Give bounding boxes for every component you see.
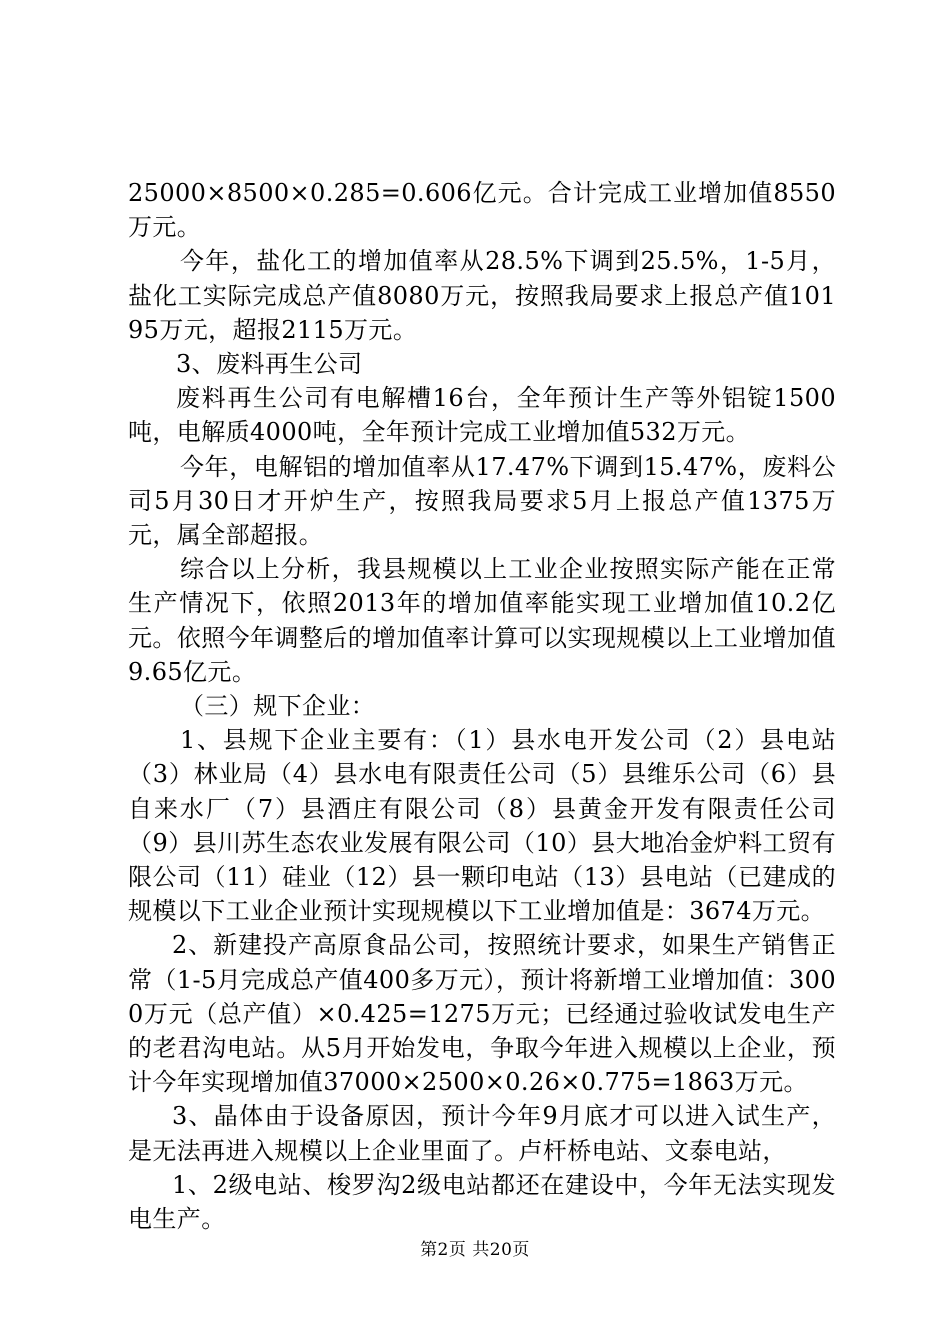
paragraph-new-food-company: 2、新建投产高原食品公司，按照统计要求，如果生产销售正常（1-5月完成总产值400多万元），预计将新增工业增加值：3000万元（总产值）×0.425=1275万元；已经通过验收试发电生产的老君沟电站。从5月开始发电，争取今年进入规模以上企业，预计今年实现增加值37000×2500×0.26×0.775=1863万元。 bbox=[128, 931, 836, 1097]
paragraph-electrolytic-aluminum: 今年，电解铝的增加值率从17.47%下调到15.47%，废料公司5月30日才开炉生产，按照我局要求5月上报总产值1375万元，属全部超报。 bbox=[128, 452, 836, 550]
paragraph-salt-chemical: 今年，盐化工的增加值率从28.5%下调到25.5%，1-5月，盐化工实际完成总产值8080万元，按照我局要求上报总产值10195万元，超报2115万元。 bbox=[128, 247, 836, 344]
paragraph-waste-recycling: 废料再生公司有电解槽16台，全年预计生产等外铝锭1500吨，电解质4000吨，全年预计完成工业增加值532万元。 bbox=[128, 384, 836, 447]
section-heading-waste-recycling: 3、废料再生公司 bbox=[176, 350, 363, 379]
paragraph-crystal-project: 3、晶体由于设备原因，预计今年9月底才可以进入试生产，是无法再进入规模以上企业里面了。卢杆桥电站、文泰电站， bbox=[128, 1102, 836, 1165]
page-number-footer: 第2页 共20页 bbox=[420, 1240, 530, 1260]
document-body bbox=[128, 176, 836, 1236]
section-heading-small-enterprises: （三）规下企业： bbox=[180, 692, 376, 721]
paragraph-summary-analysis: 综合以上分析，我县规模以上工业企业按照实际产能在正常生产情况下，依照2013年的增加值率能实现工业增加值10.2亿元。依照今年调整后的增加值率计算可以实现规模以上工业增加值9.65亿元。 bbox=[128, 555, 836, 686]
paragraph-power-stations: 1、2级电站、梭罗沟2级电站都还在建设中，今年无法实现发电生产。 bbox=[128, 1170, 836, 1234]
paragraph-calculation: 25000×8500×0.285=0.606亿元。合计完成工业增加值8550万元。 bbox=[128, 179, 836, 242]
paragraph-small-enterprise-list: 1、县规下企业主要有：（1）县水电开发公司（2）县电站（3）林业局（4）县水电有限责任公司（5）县维乐公司（6）县自来水厂（7）县酒庄有限公司（8）县黄金开发有限责任公司（9）县川苏生态农业发展有限公司（10）县大地冶金炉料工贸有限公司（11）硅业（12）县一颗印电站（13）县电站（已建成的规模以下工业企业预计实现规模以下工业增加值是：3674万元。 bbox=[128, 726, 836, 926]
